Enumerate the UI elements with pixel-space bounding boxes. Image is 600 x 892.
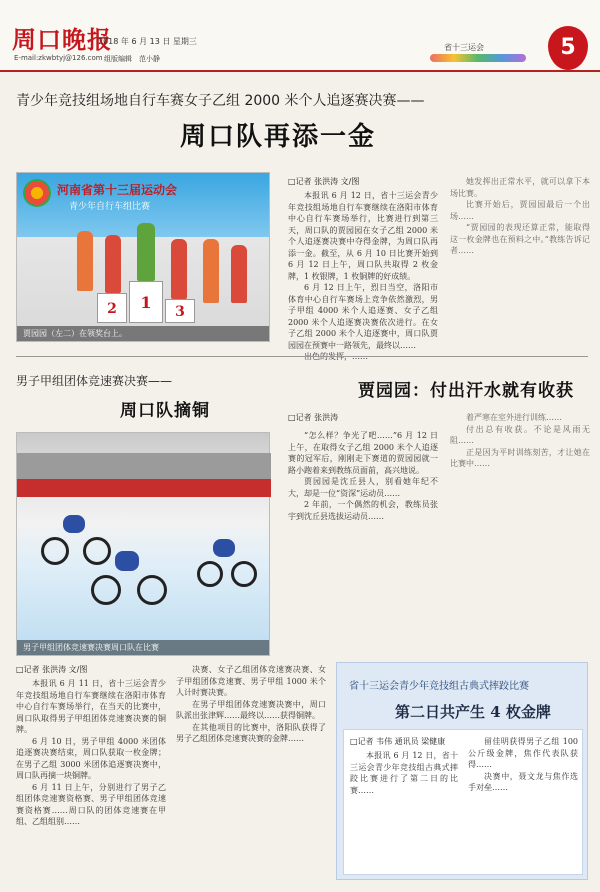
games-logo-strip [430,54,526,62]
lead-photo-caption: 贾园园（左二）在领奖台上。 [17,326,269,341]
team-story-column [16,678,166,878]
velodrome-stands [17,453,271,479]
podium-second: 2 [97,293,127,323]
classic-story-column-right [468,736,578,870]
team-paragraph: 在男子甲组团体竞速赛决赛中，周口队派出张津辉……最终以……获得铜牌。 [176,699,326,720]
athlete-figure [171,239,187,299]
team-byline: □记者 张洪涛 文/图 [16,665,88,674]
bike-wheel-icon [197,561,223,587]
classic-kicker: 省十三运会青少年竞技组古典式摔跤比赛 [349,681,529,692]
feature-paragraph: 付出总有收获。不论是风雨无阻…… [450,424,590,445]
lead-paragraph: 她发挥出正常水平，就可以拿下本场比赛。 [450,177,590,198]
section-divider [16,356,588,357]
bike-wheel-icon [41,537,69,565]
classic-paragraph: 留佳明获得男子乙组 100 公斤级金牌，焦作代表队获得…… [468,737,578,769]
team-story-column-2 [176,664,326,878]
team-paragraph: 6 月 10 日，男子甲组 4000 米团体追逐赛决赛结束，周口队获取一枚金牌；在男子乙组 3000 米团体追逐赛决赛中，周口队再摘一块铜牌。 [16,736,166,780]
cyclist-figure [213,539,235,557]
photo-banner-subtitle: 青少年自行车组比赛 [69,202,151,212]
bike-wheel-icon [137,575,167,605]
podium-third: 3 [165,299,195,323]
athlete-figure [77,231,93,291]
velodrome-banner [17,479,271,497]
lead-story-column [288,190,438,350]
team-paragraph: 本报讯 6 月 11 日，省十三运会青少年竞技组场地自行车赛继续在洛阳市体育中心自行车赛场举行，在当天的比赛中，周口队取得男子甲组团体竞速赛决赛的铜牌。 [16,679,166,734]
classic-byline: □记者 韦伟 通讯员 梁健康 [350,737,446,746]
bike-wheel-icon [91,575,121,605]
classic-story-column [350,750,458,870]
lead-paragraph: 比赛开始后，贾园园最后一个出场…… [450,200,590,221]
team-photo-caption: 男子甲组团体竞速赛决赛周口队在比赛 [17,640,269,655]
page-editor: 组版编辑 范小静 [104,55,160,63]
team-headline: 周口队摘铜 [120,401,210,421]
athlete-figure [105,235,121,293]
classic-paragraph: 本报讯 6 月 12 日，省十三运会青少年竞技组古典式摔跤比赛进行了第二日的比赛…… [350,751,458,795]
feature-story-column [288,430,438,650]
bike-wheel-icon [231,561,257,587]
lead-paragraph: “贾园园的表现还算正常，能取得这一枚金牌也在预料之中。”教练告诉记者…… [450,223,590,255]
feature-paragraph: 贾园园是沈丘县人，别看她年纪不大，却是一位“资深”运动员…… [288,477,438,498]
feature-paragraph: 2 年前，一个偶然的机会，教练员张宇到沈丘县选拔运动员…… [288,500,438,521]
cyclist-figure [63,515,85,533]
masthead [0,0,600,72]
classic-wrestling-box [336,662,588,880]
lead-byline: □记者 张洪涛 文/图 [288,177,360,186]
athlete-figure [231,245,247,303]
feature-paragraph: “怎么样？争光了吧……”6 月 12 日上午，在取得女子乙组 2000 米个人追逐赛的冠军后，刚刚走下赛道的贾园园就一路小跑着来到教练员面前，高兴地说。 [288,431,438,475]
lead-headline: 周口队再添一金 [180,122,377,152]
photo-banner-title: 河南省第十三届运动会 [57,183,178,197]
games-logo-text: 省十三运会 [444,43,484,52]
athlete-figure [203,239,219,303]
lead-photo [16,172,270,342]
newspaper-logo: 周口晚报 [12,25,112,54]
games-emblem-icon [23,179,51,207]
games-logo [428,40,528,66]
feature-story-column-right [450,412,590,652]
feature-byline: □记者 张洪涛 [288,413,339,422]
issue-date: 2018 年 6 月 13 日 星期三 [98,37,197,46]
lead-paragraph: 6 月 12 日上午，烈日当空，洛阳市体育中心自行车赛场上竞争依然激烈，男子甲组 4000 米个人追逐赛、女子乙组 2000 米个人追逐赛决赛依次进行。在女子乙组 2000 米个人追逐赛中，周口队贾园园在预赛中一路领先，最终以…… [288,283,438,350]
athlete-figure [137,223,155,281]
contact-email: E-mail:zkwbtyj@126.com [14,54,103,62]
feature-headline: 贾园园：付出汗水就有收获 [358,381,574,401]
lead-kicker: 青少年竞技组场地自行车赛女子乙组 2000 米个人追逐赛决赛—— [16,93,425,109]
classic-headline: 第二日共产生 4 枚金牌 [395,703,551,721]
lead-story-column-right [450,176,590,346]
team-paragraph: 6 月 11 日上午，分别进行了男子乙组团体竞速赛资格赛、男子甲组团体竞速赛资格赛……周口队的团体竞速赛在甲组、乙组组别…… [16,782,166,826]
bike-wheel-icon [83,537,111,565]
team-kicker: 男子甲组团体竞速赛决赛—— [16,374,173,388]
team-paragraph: 决赛、女子乙组团体竞速赛决赛、女子甲组团体竞速赛、男子甲组 1000 米个人计时赛决赛。 [176,665,326,697]
lead-paragraph: 本报讯 6 月 12 日，省十三运会青少年竞技组场地自行车赛继续在洛阳市体育中心自行车赛场举行，比赛进行到第三天，周口队的贾园园在女子乙组 2000 米个人追逐赛决赛中夺得金牌，为周口队再添一金。截至，从 6 月 10 日比赛开始到 6 月 12 日上午，周口队共取得 2 枚金牌，1 枚银牌，1 枚铜牌的好成绩。 [288,191,438,281]
classic-paragraph: 决赛中，聂文龙与焦作选手对垒…… [468,771,578,792]
podium-first: 1 [129,281,163,323]
classic-story-panel [343,729,583,875]
feature-paragraph: 正是因为平时训练刻苦，才让她在比赛中…… [450,447,590,468]
team-paragraph: 在其他项目的比赛中，洛阳队获得了男子乙组团体竞速赛决赛的金牌…… [176,722,326,743]
team-photo [16,432,270,656]
feature-paragraph: 着严寒在室外进行训练…… [466,413,562,422]
cyclist-figure [115,551,139,571]
page-number-badge: 5 [548,26,588,70]
